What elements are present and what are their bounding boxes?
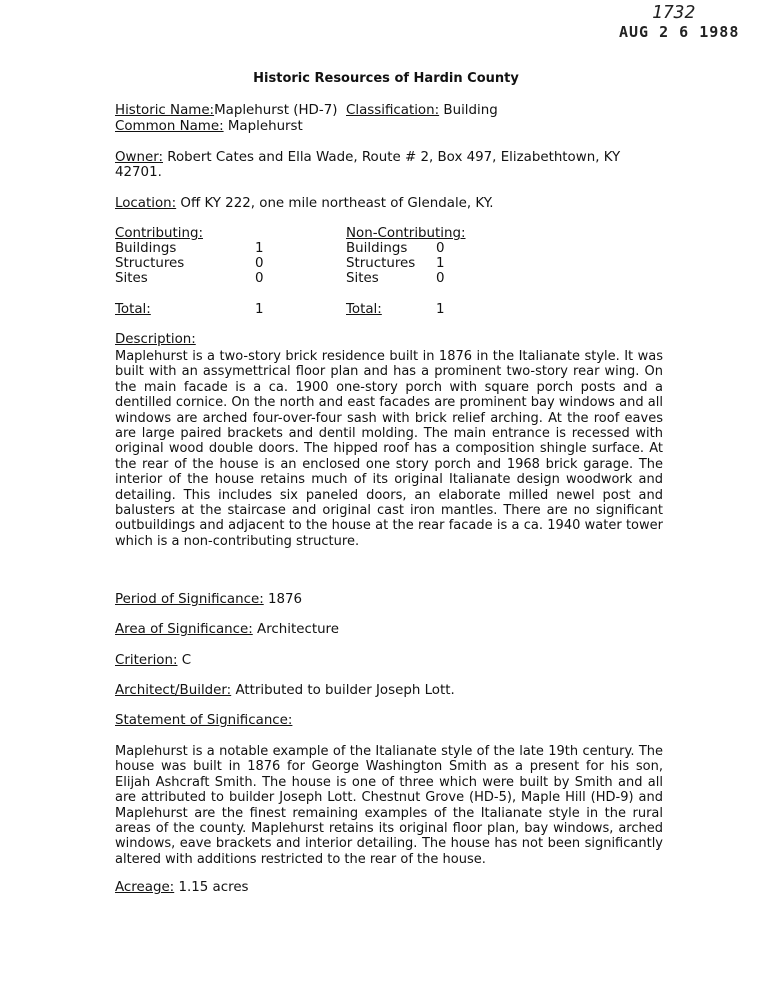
location-value: Off KY 222, one mile northeast of Glendale, KY. [180, 196, 494, 211]
contributing-structures-label: Structures [115, 256, 185, 271]
contributing-total-value: 1 [255, 302, 264, 317]
common-name-row [115, 119, 303, 134]
owner-label: Owner: [115, 150, 163, 165]
criterion-label: Criterion: [115, 653, 178, 668]
criterion-value: C [181, 653, 192, 668]
statement-text: Maplehurst is a notable example of the Italianate style of the late 19th century. The house was built in 1876 for George Washington Smith as a present for his son, Elijah Ashcraft Smith. The house is one of three which were built by Smith and all are attributed to builder Joseph Lott. Chestnut Grove (HD-5), Maple Hill (HD-9) and Maplehurst are the finest remaining examples of the Italianate style in the rural areas of the county. Maplehurst retains its original floor plan, bay windows, arched windows, eave brackets and interior detailing. The house has not been significantly altered with additions restricted to the rear of the house. [115, 744, 663, 867]
contributing-buildings-label: Buildings [115, 241, 177, 256]
historic-name-row [115, 103, 337, 118]
classification-row [346, 103, 498, 118]
classification-value: Building [443, 103, 498, 118]
description-text: Maplehurst is a two-story brick residence built in 1876 in the Italianate style. It was built with an assymettrical floor plan and has a prominent two-story rear wing. On the main facade is a ca. 1900 one-story porch with square porch posts and a dentilled cornice. On the north and east facades are prominent bay windows and all windows are arched four-over-four sash with brick relief arching. At the roof eaves are large paired brackets and dentil molding. The main entrance is recessed with original wood double doors. The hipped roof has a composition shingle surface. At the rear of the house is an enclosed one story porch and 1968 brick garage. The interior of the house retains much of its original Italianate design woodwork and detailing. This includes six paneled doors, an elaborate milled newel post and balusters at the staircase and original cast iron mantles. There are no significant outbuildings and adjacent to the house at the rear facade is a ca. 1940 water tower which is a non-contributing structure. [115, 349, 663, 549]
common-name-label: Common Name: [115, 119, 224, 134]
page-title: Historic Resources of Hardin County [253, 71, 519, 86]
contributing-sites-label: Sites [115, 271, 148, 286]
non-contributing-heading: Non-Contributing: [346, 226, 466, 241]
non-contributing-sites-value: 0 [436, 271, 445, 286]
handwritten-number: 1732 [652, 2, 696, 23]
non-contributing-sites-label: Sites [346, 271, 379, 286]
area-value: Architecture [257, 622, 340, 637]
area-row [115, 622, 339, 637]
acreage-value: 1.15 acres [178, 880, 249, 895]
non-contributing-structures-label: Structures [346, 256, 416, 271]
owner-line1: Robert Cates and Ella Wade, Route # 2, Box 497, Elizabethtown, KY [167, 150, 621, 165]
acreage-row [115, 880, 249, 895]
description-label: Description: [115, 332, 196, 347]
contributing-sites-value: 0 [255, 271, 264, 286]
architect-row [115, 683, 455, 698]
period-label: Period of Significance: [115, 592, 264, 607]
common-name-value: Maplehurst [227, 119, 303, 134]
architect-value: Attributed to builder Joseph Lott. [235, 683, 455, 698]
area-label: Area of Significance: [115, 622, 253, 637]
contributing-buildings-value: 1 [255, 241, 264, 256]
date-stamp: AUG 2 6 1988 [619, 23, 740, 41]
owner-row [115, 150, 620, 165]
historic-name-value: Maplehurst (HD-7) [214, 103, 338, 118]
period-row [115, 592, 302, 607]
classification-label: Classification: [346, 103, 440, 118]
historic-name-label: Historic Name: [115, 103, 215, 118]
statement-label: Statement of Significance: [115, 713, 293, 728]
owner-line2: 42701. [115, 165, 162, 180]
location-row [115, 196, 493, 211]
location-label: Location: [115, 196, 177, 211]
non-contributing-total-label: Total: [346, 302, 382, 317]
contributing-heading: Contributing: [115, 226, 203, 241]
non-contributing-total-value: 1 [436, 302, 445, 317]
non-contributing-buildings-label: Buildings [346, 241, 408, 256]
non-contributing-structures-value: 1 [436, 256, 445, 271]
architect-label: Architect/Builder: [115, 683, 232, 698]
period-value: 1876 [267, 592, 303, 607]
acreage-label: Acreage: [115, 880, 175, 895]
contributing-total-label: Total: [115, 302, 151, 317]
contributing-structures-value: 0 [255, 256, 264, 271]
non-contributing-buildings-value: 0 [436, 241, 445, 256]
criterion-row [115, 653, 191, 668]
